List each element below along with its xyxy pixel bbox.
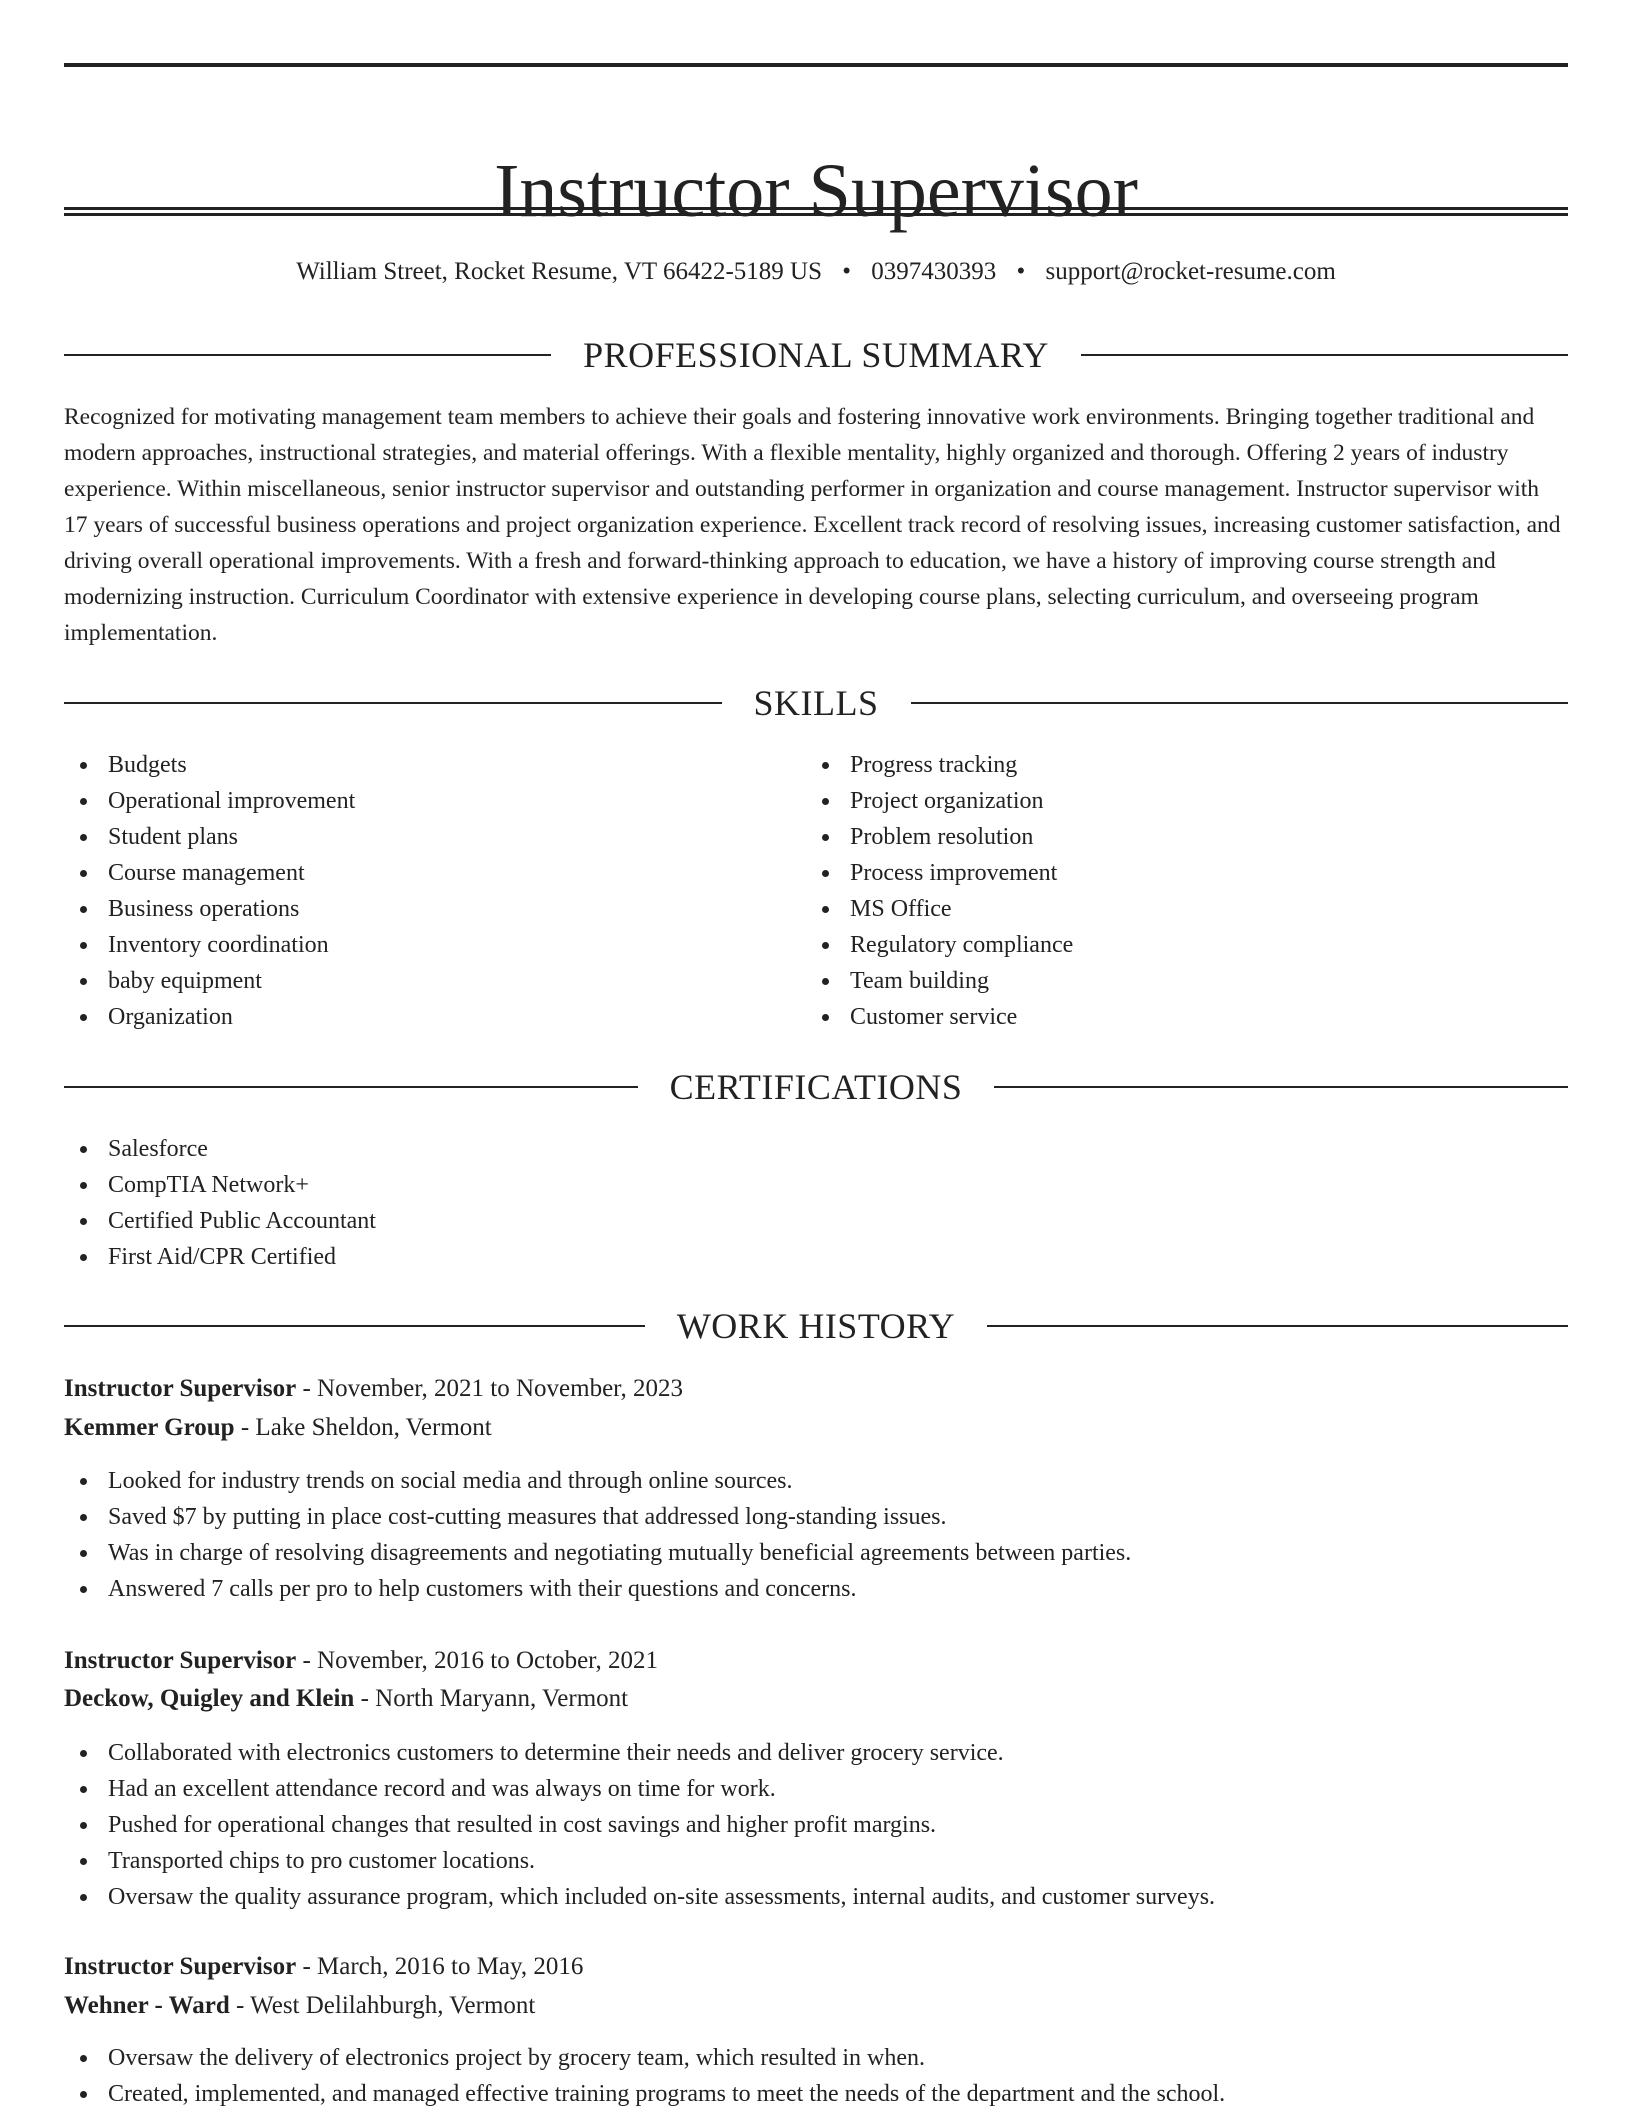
job-title: Instructor Supervisor <box>64 1953 297 1980</box>
job-company-line <box>64 1989 535 2023</box>
job-bullet: Was in charge of resolving disagreements and negotiating mutually beneficial agreements between parties. <box>64 1535 1568 1571</box>
job-bullet: Oversaw the delivery of electronics project by grocery team, which resulted in when. <box>64 2040 1568 2076</box>
job-title-line <box>64 1950 583 1984</box>
contact-separator: • <box>842 258 851 285</box>
contact-separator: • <box>1016 258 1026 285</box>
skill-item: Team building <box>806 963 1073 999</box>
contact-email[interactable]: support@rocket-resume.com <box>1045 258 1336 285</box>
skill-item: Business operations <box>64 891 355 927</box>
skill-item: Project organization <box>806 783 1073 819</box>
section-heading-certifications <box>64 1065 1568 1109</box>
heading-rule <box>64 1086 638 1088</box>
skill-item: Student plans <box>64 819 355 855</box>
heading-rule <box>64 702 722 704</box>
job-bullet: Looked for industry trends on social media and through online sources. <box>64 1463 1568 1499</box>
job-bullet: Answered 7 calls per pro to help customers with their questions and concerns. <box>64 1571 1568 1607</box>
job-bullet: Had an excellent attendance record and was always on time for work. <box>64 1771 1568 1807</box>
skill-item: Process improvement <box>806 855 1073 891</box>
job-company: Deckow, Quigley and Klein <box>64 1685 355 1712</box>
job-bullet: Oversaw the quality assurance program, which included on-site assessments, internal audits, and customer surveys. <box>64 1879 1568 1915</box>
certifications-list <box>64 1131 376 1275</box>
job-bullet: Collaborated with electronics customers to determine their needs and deliver grocery service. <box>64 1735 1568 1771</box>
section-heading-skills <box>64 681 1568 725</box>
resume-name: Instructor Supervisor <box>494 148 1138 233</box>
skill-item: Course management <box>64 855 355 891</box>
job-bullet: Saved $7 by putting in place cost-cutting measures that addressed long-standing issues. <box>64 1499 1568 1535</box>
heading-rule <box>911 702 1569 704</box>
contact-line <box>64 256 1568 288</box>
heading-rule <box>64 1325 645 1327</box>
job-dates: - March, 2016 to May, 2016 <box>296 1953 584 1980</box>
job-bullet: Transported chips to pro customer locations. <box>64 1843 1568 1879</box>
contact-phone: 0397430393 <box>871 258 997 285</box>
job-location: - North Maryann, Vermont <box>354 1685 629 1712</box>
header-double-rule <box>64 207 1568 216</box>
section-heading-work-history <box>64 1304 1568 1348</box>
job-company: Kemmer Group <box>64 1414 235 1441</box>
certification-item: CompTIA Network+ <box>64 1167 376 1203</box>
job-title: Instructor Supervisor <box>64 1375 297 1402</box>
job-company: Wehner - Ward <box>64 1992 230 2019</box>
job-dates: - November, 2016 to October, 2021 <box>296 1647 658 1674</box>
heading-rule <box>987 1325 1568 1327</box>
skill-item: Operational improvement <box>64 783 355 819</box>
skill-item: MS Office <box>806 891 1073 927</box>
skill-item: Regulatory compliance <box>806 927 1073 963</box>
job-title: Instructor Supervisor <box>64 1647 297 1674</box>
job-location: - West Delilahburgh, Vermont <box>229 1992 536 2019</box>
heading-rule <box>1081 354 1568 356</box>
certification-item: First Aid/CPR Certified <box>64 1239 376 1275</box>
skill-item: Budgets <box>64 747 355 783</box>
summary-text: Recognized for motivating management team members to achieve their goals and fostering innovative work environments. Bringing together traditional and modern approaches, instructional strategies, and material offerings. With a flexible mentality, highly organized and thorough. Offering 2 years of industry experience. Within miscellaneous, senior instructor supervisor and outstanding performer in organization and course management. Instructor supervisor with 17 years of successful business operations and project organization experience. Excellent track record of resolving issues, increasing customer satisfaction, and driving overall operational improvements. With a fresh and forward-thinking approach to education, we have a history of improving course strength and modernizing instruction. Curriculum Coordinator with extensive experience in developing course plans, selecting curriculum, and overseeing program implementation. <box>64 404 1561 646</box>
job-company-line <box>64 1682 628 1716</box>
job-bullet: Created, implemented, and managed effective training programs to meet the needs of the department and the school. <box>64 2076 1568 2112</box>
job-bullet: Pushed for operational changes that resulted in cost savings and higher profit margins. <box>64 1807 1568 1843</box>
section-title: PROFESSIONAL SUMMARY <box>583 335 1049 375</box>
job-title-line <box>64 1644 658 1678</box>
heading-rule <box>64 354 551 356</box>
skills-list-right <box>806 747 1073 1035</box>
job-bullets <box>64 2040 1568 2112</box>
contact-address: William Street, Rocket Resume, VT 66422-5189 US <box>296 258 822 285</box>
skill-item: Problem resolution <box>806 819 1073 855</box>
job-bullets <box>64 1735 1568 1915</box>
job-dates: - November, 2021 to November, 2023 <box>296 1375 683 1402</box>
section-title: CERTIFICATIONS <box>669 1067 963 1107</box>
job-bullets <box>64 1463 1568 1607</box>
job-company-line <box>64 1411 492 1445</box>
section-title: SKILLS <box>753 683 879 723</box>
certification-item: Certified Public Accountant <box>64 1203 376 1239</box>
heading-rule <box>994 1086 1568 1088</box>
section-heading-summary <box>64 333 1568 377</box>
certification-item: Salesforce <box>64 1131 376 1167</box>
skill-item: Progress tracking <box>806 747 1073 783</box>
skill-item: baby equipment <box>64 963 355 999</box>
skill-item: Inventory coordination <box>64 927 355 963</box>
job-location: - Lake Sheldon, Vermont <box>234 1414 492 1441</box>
skills-list-left <box>64 747 355 1035</box>
header-top-rule <box>64 63 1568 67</box>
skill-item: Customer service <box>806 999 1073 1035</box>
skill-item: Organization <box>64 999 355 1035</box>
job-title-line <box>64 1372 683 1406</box>
section-title: WORK HISTORY <box>676 1306 956 1346</box>
